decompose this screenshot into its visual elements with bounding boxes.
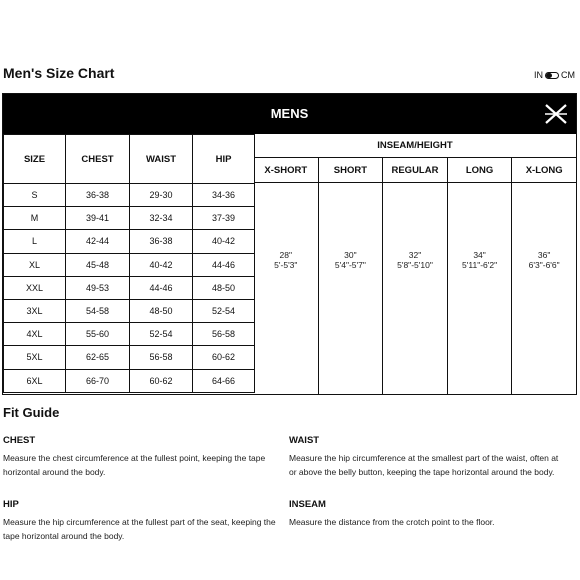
inseam-length: 34": [473, 250, 486, 260]
fit-guide-text: Measure the hip circumference at the smallest part of the waist, often at or above the belly button, keeping the tape horizontal around the body.: [289, 453, 559, 477]
size-cell: L: [4, 230, 66, 253]
fit-guide-hip: [3, 498, 293, 543]
inseam-height: 5'11"-6'2": [462, 260, 498, 270]
table-row: [4, 276, 255, 299]
hip-cell: 56-58: [193, 323, 255, 346]
chest-cell: 49-53: [66, 276, 130, 299]
inseam-column-name: X-LONG: [512, 158, 576, 183]
waist-cell: 29-30: [130, 184, 193, 207]
inseam-columns: [254, 158, 576, 395]
waist-cell: 36-38: [130, 230, 193, 253]
size-cell: XL: [4, 253, 66, 276]
size-cell: 4XL: [4, 323, 66, 346]
unit-switch[interactable]: [545, 72, 559, 79]
chest-cell: 36-38: [66, 184, 130, 207]
chest-cell: 45-48: [66, 253, 130, 276]
hip-cell: 48-50: [193, 276, 255, 299]
chest-cell: 42-44: [66, 230, 130, 253]
waist-cell: 48-50: [130, 299, 193, 322]
table-row: [4, 230, 255, 253]
inseam-column: [511, 158, 576, 395]
size-cell: M: [4, 207, 66, 230]
inseam-height: 6'3"-6'6": [528, 260, 560, 270]
unit-switch-knob: [546, 73, 552, 78]
chest-cell: 66-70: [66, 369, 130, 392]
waist-cell: 60-62: [130, 369, 193, 392]
waist-cell: 32-34: [130, 207, 193, 230]
inseam-column-name: SHORT: [319, 158, 383, 183]
chest-cell: 54-58: [66, 299, 130, 322]
fit-guide-chest: [3, 434, 278, 479]
inseam-length: 30": [344, 250, 357, 260]
table-row: [4, 184, 255, 207]
hip-cell: 64-66: [193, 369, 255, 392]
table-row: [4, 207, 255, 230]
waist-cell: 52-54: [130, 323, 193, 346]
fit-guide-heading: INSEAM: [289, 499, 326, 510]
table-row: [4, 369, 255, 392]
hip-cell: 40-42: [193, 230, 255, 253]
fit-guide-text: Measure the distance from the crotch point to the floor.: [289, 517, 495, 527]
waist-cell: 56-58: [130, 346, 193, 369]
size-chart: [2, 93, 577, 395]
waist-header: WAIST: [130, 135, 193, 184]
table-row: [4, 323, 255, 346]
fit-guide-text: Measure the hip circumference at the fullest part of the seat, keeping the tape horizontal around the body.: [3, 517, 276, 541]
fit-guide-heading: WAIST: [289, 435, 320, 446]
chest-cell: 62-65: [66, 346, 130, 369]
inseam-height: 5'4"-5'7": [334, 260, 366, 270]
inseam-value: [383, 250, 447, 270]
inseam-height: 5'8"-5'10": [397, 260, 433, 270]
unit-cm-label: CM: [561, 70, 575, 80]
size-cell: 3XL: [4, 299, 66, 322]
inseam-header: INSEAM/HEIGHT: [254, 134, 576, 158]
fit-guide-heading: CHEST: [3, 435, 36, 446]
inseam-column: [447, 158, 512, 395]
mens-banner: [3, 94, 576, 134]
hip-cell: 44-46: [193, 253, 255, 276]
waist-cell: 40-42: [130, 253, 193, 276]
inseam-column: [382, 158, 447, 395]
inseam-length: 32": [408, 250, 422, 260]
inseam-column-name: LONG: [448, 158, 512, 183]
fit-guide-title: Fit Guide: [3, 405, 60, 420]
banner-label: MENS: [270, 106, 309, 121]
chest-cell: 55-60: [66, 323, 130, 346]
inseam-column: [254, 158, 318, 395]
hip-cell: 37-39: [193, 207, 255, 230]
inseam-table: [254, 134, 576, 395]
table-row: [4, 346, 255, 369]
fit-guide-inseam: [289, 498, 564, 529]
brand-logo-icon: [544, 103, 568, 125]
chest-cell: 39-41: [66, 207, 130, 230]
inseam-column-name: REGULAR: [383, 158, 447, 183]
size-cell: S: [4, 184, 66, 207]
inseam-value: [319, 250, 383, 270]
waist-cell: 44-46: [130, 276, 193, 299]
hip-cell: 52-54: [193, 299, 255, 322]
size-table: [3, 134, 255, 393]
fit-guide-waist: [289, 434, 564, 479]
inseam-column: [318, 158, 383, 395]
hip-header: HIP: [193, 135, 255, 184]
unit-toggle[interactable]: [534, 70, 575, 80]
page-title: Men's Size Chart: [3, 65, 115, 81]
inseam-height: 5'-5'3": [274, 260, 298, 270]
inseam-value: [254, 250, 318, 270]
fit-guide-text: Measure the chest circumference at the fullest point, keeping the tape horizontal around the body.: [3, 453, 266, 477]
inseam-value: [512, 250, 576, 270]
hip-cell: 60-62: [193, 346, 255, 369]
chest-header: CHEST: [66, 135, 130, 184]
unit-in-label: IN: [534, 70, 543, 80]
size-cell: 6XL: [4, 369, 66, 392]
size-cell: 5XL: [4, 346, 66, 369]
hip-cell: 34-36: [193, 184, 255, 207]
size-cell: XXL: [4, 276, 66, 299]
fit-guide-heading: HIP: [3, 499, 19, 510]
size-header: SIZE: [4, 135, 66, 184]
inseam-length: 28": [279, 250, 293, 260]
inseam-column-name: X-SHORT: [254, 158, 318, 183]
table-row: [4, 299, 255, 322]
table-row: [4, 253, 255, 276]
inseam-length: 36": [537, 250, 551, 260]
inseam-value: [448, 250, 512, 270]
